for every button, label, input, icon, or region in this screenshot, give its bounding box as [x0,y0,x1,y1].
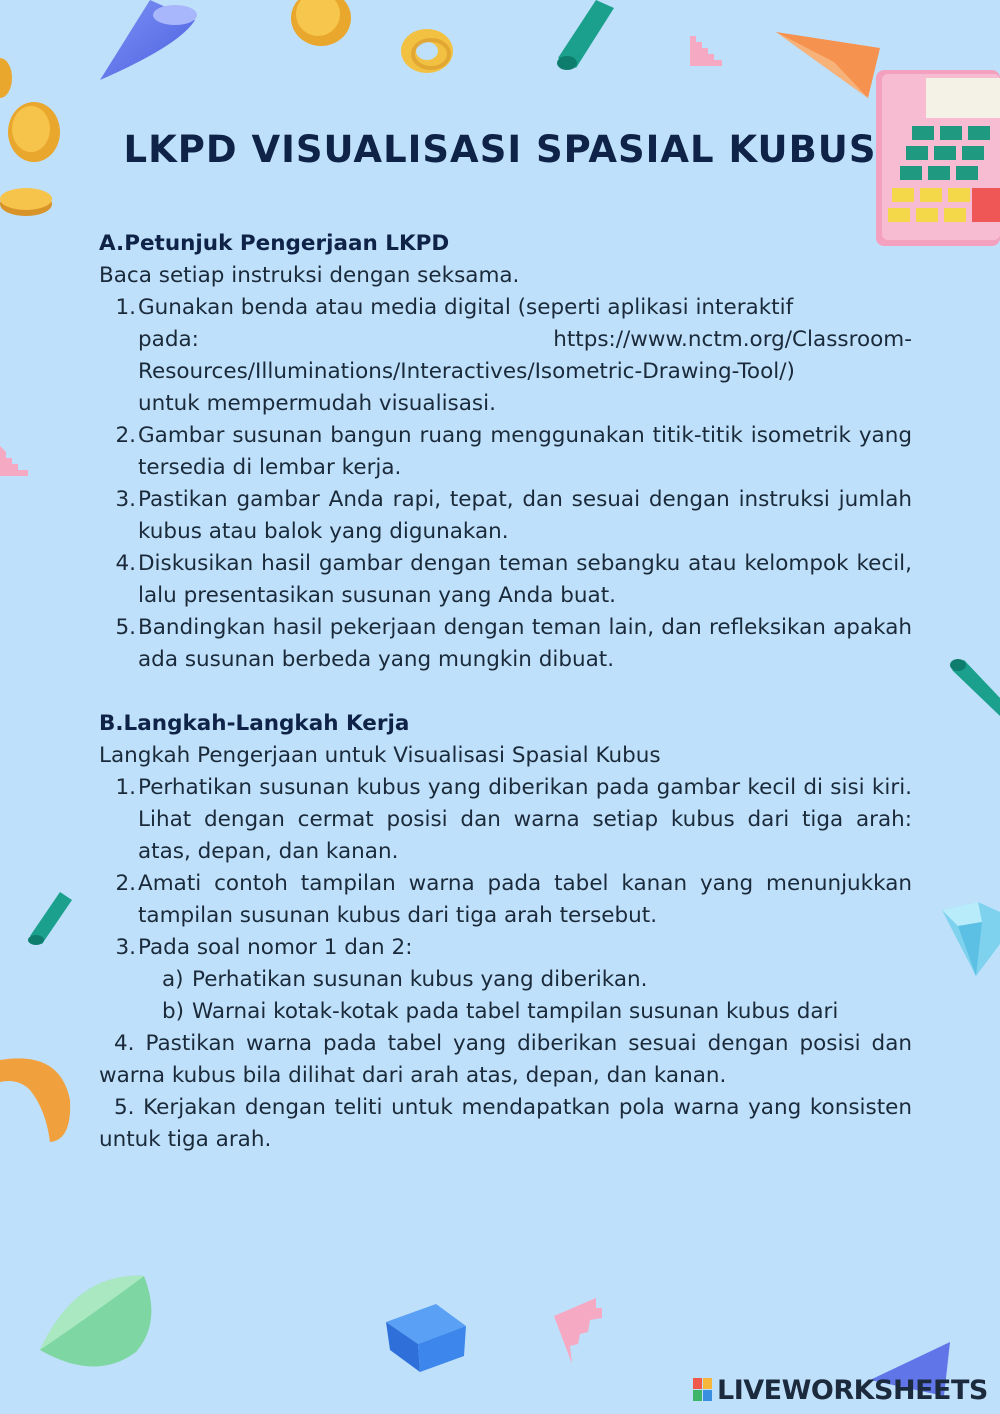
item-text: Bandingkan hasil pekerjaan dengan teman lain, dan refleksikan apakah ada susunan berbeda yang mungkin dibuat. [138,615,912,672]
section-a-heading: A.Petunjuk Pengerjaan LKPD [99,231,450,256]
sub-item [99,996,912,1028]
list-item [99,292,912,420]
orange-arc-decoration [0,1050,76,1146]
item-text: Amati contoh tampilan warna pada tabel kanan yang menunjukkan tampilan susunan kubus dari tiga arah tersebut. [138,871,912,928]
step-number: 4. [114,1031,135,1056]
step-paragraph [99,1092,912,1156]
gold-coin-decoration [288,0,354,50]
liveworksheets-logo-icon [693,1378,713,1402]
teal-cylinder-left-decoration [26,888,76,946]
list-item [99,420,912,484]
liveworksheets-logo[interactable] [693,1374,988,1406]
green-hemisphere-decoration [36,1272,158,1376]
teal-cylinder-right-decoration [944,656,1000,716]
item-number: 1. [115,775,136,800]
step-text: Kerjakan dengan teliti untuk mendapatkan pola warna yang konsisten untuk tiga arah. [99,1095,912,1152]
item-text: Perhatikan susunan kubus yang diberikan pada gambar kecil di sisi kiri. Lihat dengan cermat posisi dan warna setiap kubus dari tiga arah: atas, depan, dan kanan. [138,775,912,864]
sub-item-letter: b) [162,999,185,1024]
section-b-list [99,772,912,964]
item-number: 1. [115,295,136,320]
sub-item-text: Warnai kotak-kotak pada tabel tampilan susunan kubus dari [192,999,839,1024]
list-item [99,484,912,548]
item-number: 2. [115,423,136,448]
item-number: 2. [115,871,136,896]
diamond-decoration [938,900,1000,978]
item-number: 5. [115,615,136,640]
sub-item-letter: a) [162,967,184,992]
pink-stairs-left-decoration [0,444,30,478]
pink-stairs-bottom-decoration [552,1298,606,1366]
section-a-intro: Baca setiap instruksi dengan seksama. [99,263,520,288]
item-text: Pada soal nomor 1 dan 2: [138,935,413,960]
section-b-heading: B.Langkah-Langkah Kerja [99,711,410,736]
section-b-intro: Langkah Pengerjaan untuk Visualisasi Spasial Kubus [99,743,661,768]
logo-text: LIVEWORKSHEETS [717,1374,988,1406]
list-item [99,612,912,676]
list-item [99,548,912,612]
sub-item [99,964,912,996]
teal-cylinder-decoration [548,0,618,72]
list-item [99,772,912,868]
item-number: 3. [115,935,136,960]
item-text: Resources/Illuminations/Interactives/Isometric-Drawing-Tool/) [138,359,795,384]
section-a-list [99,292,912,676]
sub-item-text: Perhatikan susunan kubus yang diberikan. [192,967,648,992]
list-item [99,932,912,964]
step-paragraph [99,1028,912,1092]
paper-plane-decoration [772,28,884,100]
item-text: Diskusikan hasil gambar dengan teman sebangku atau kelompok kecil, lalu presentasikan susunan yang Anda buat. [138,551,912,608]
pink-stairs-decoration [688,34,724,70]
item-text: Gunakan benda atau media digital (seperti aplikasi interaktif [138,295,794,320]
item-text: Gambar susunan bangun ruang menggunakan titik-titik isometrik yang tersedia di lembar kerja. [138,423,912,480]
list-item [99,868,912,932]
step-text: Pastikan warna pada tabel yang diberikan sesuai dengan posisi dan warna kubus bila dilihat dari arah atas, depan, dan kanan. [99,1031,913,1088]
item-number: 4. [115,551,136,576]
item-number: 3. [115,487,136,512]
step-number: 5. [114,1095,135,1120]
worksheet-content [99,228,912,1156]
blue-cube-decoration [384,1300,468,1372]
item-text: Pastikan gambar Anda rapi, tepat, dan sesuai dengan instruksi jumlah kubus atau balok yang digunakan. [138,487,912,544]
page-title: LKPD VISUALISASI SPASIAL KUBUS [123,128,877,171]
gold-ring-decoration [398,26,456,76]
item-text: untuk mempermudah visualisasi. [138,391,496,416]
blue-cone-decoration [90,0,200,85]
item-text: pada: https://www.nctm.org/Classroom- [138,327,912,352]
